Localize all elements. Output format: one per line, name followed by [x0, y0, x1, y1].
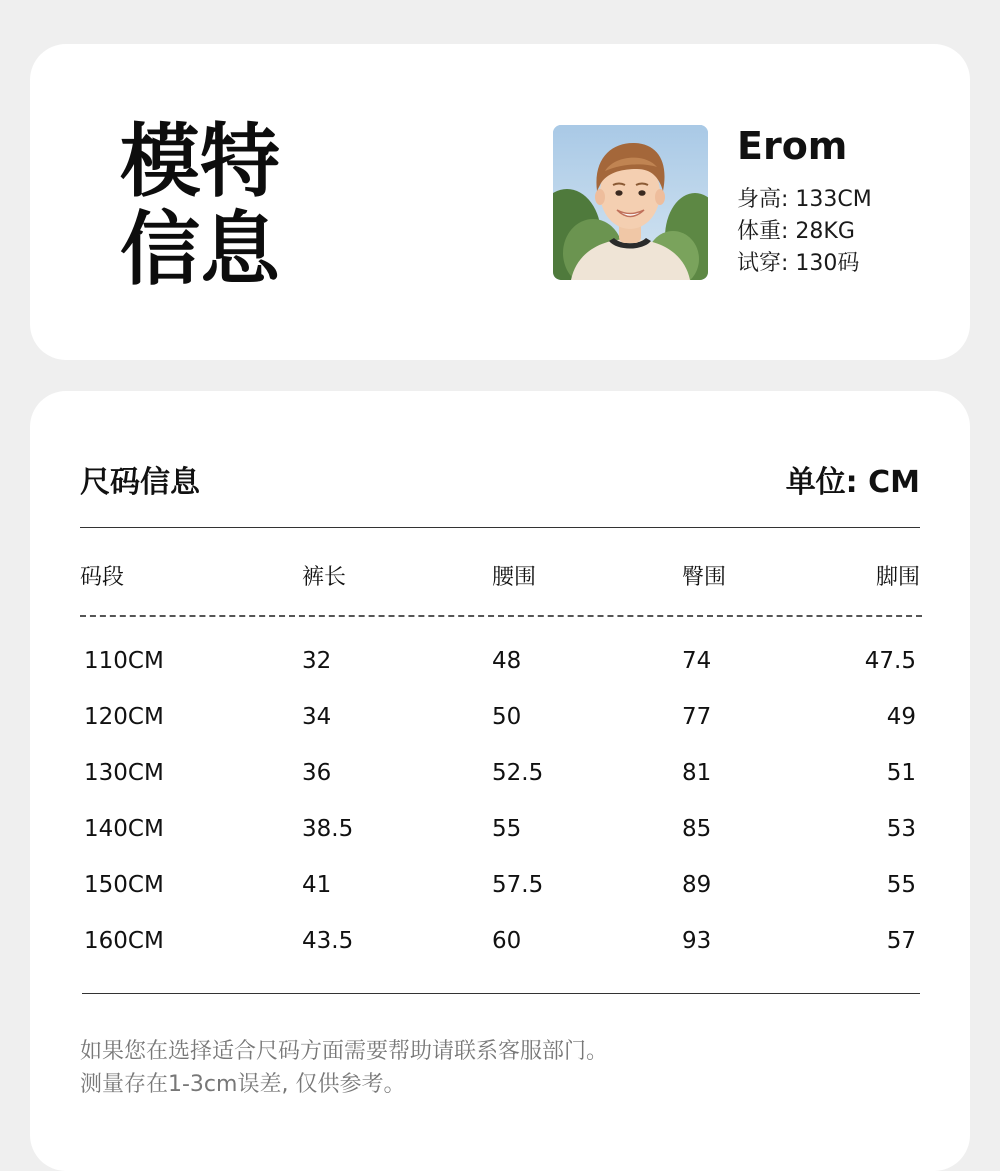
cell-pants-length: 38.5 — [302, 816, 354, 842]
model-info-title — [120, 115, 280, 296]
model-fitting-size: 试穿: 130码 — [737, 251, 860, 276]
cell-hip: 81 — [682, 760, 712, 786]
cell-ankle: 47.5 — [864, 648, 916, 674]
cell-ankle: 49 — [886, 704, 916, 730]
cell-waist: 52.5 — [492, 760, 544, 786]
cell-hip: 74 — [682, 648, 712, 674]
cell-hip: 85 — [682, 816, 712, 842]
model-weight: 体重: 28KG — [737, 219, 855, 244]
model-info-title-line2: 信息 — [120, 203, 280, 296]
column-header-waist: 腰围 — [492, 565, 537, 590]
model-info-title-line1: 模特 — [120, 115, 280, 208]
cell-hip: 77 — [682, 704, 712, 730]
model-stats — [737, 184, 872, 280]
cell-pants-length: 36 — [302, 760, 332, 786]
cell-waist: 55 — [492, 816, 522, 842]
cell-size-range: 110CM — [84, 648, 164, 674]
model-name: Erom — [737, 124, 848, 168]
cell-hip: 89 — [682, 872, 712, 898]
size-note — [80, 1035, 608, 1101]
cell-pants-length: 41 — [302, 872, 332, 898]
cell-pants-length: 43.5 — [302, 928, 354, 954]
table-row — [80, 700, 920, 734]
table-header-dashed-divider — [80, 615, 922, 617]
size-info-header — [80, 463, 920, 503]
table-row — [80, 812, 920, 846]
column-header-size-range: 码段 — [80, 565, 125, 590]
table-bottom-divider — [82, 993, 920, 994]
table-row — [80, 924, 920, 958]
cell-size-range: 130CM — [84, 760, 164, 786]
model-height: 身高: 133CM — [737, 187, 872, 212]
size-unit-label: 单位: CM — [785, 465, 920, 500]
table-row — [80, 868, 920, 902]
size-table-header — [80, 561, 920, 595]
column-header-hip: 臀围 — [682, 565, 727, 590]
child-portrait-photo-icon — [553, 125, 708, 280]
cell-size-range: 160CM — [84, 928, 164, 954]
cell-waist: 60 — [492, 928, 522, 954]
model-info-card — [30, 44, 970, 360]
cell-ankle: 51 — [886, 760, 916, 786]
cell-waist: 48 — [492, 648, 522, 674]
cell-size-range: 150CM — [84, 872, 164, 898]
column-header-ankle: 脚围 — [875, 565, 920, 590]
model-photo — [553, 125, 708, 280]
size-note-tolerance: 测量存在1-3cm误差, 仅供参考。 — [80, 1072, 406, 1097]
table-row — [80, 644, 920, 678]
size-info-title: 尺码信息 — [80, 465, 200, 500]
cell-waist: 57.5 — [492, 872, 544, 898]
cell-waist: 50 — [492, 704, 522, 730]
table-row — [80, 756, 920, 790]
cell-size-range: 140CM — [84, 816, 164, 842]
size-info-card — [30, 391, 970, 1171]
cell-ankle: 53 — [886, 816, 916, 842]
size-note-help: 如果您在选择适合尺码方面需要帮助请联系客服部门。 — [80, 1039, 609, 1064]
cell-ankle: 55 — [886, 872, 916, 898]
cell-pants-length: 34 — [302, 704, 332, 730]
table-top-divider — [80, 527, 920, 528]
cell-hip: 93 — [682, 928, 712, 954]
cell-pants-length: 32 — [302, 648, 332, 674]
cell-ankle: 57 — [886, 928, 916, 954]
cell-size-range: 120CM — [84, 704, 164, 730]
column-header-pants-length: 裤长 — [302, 565, 347, 590]
